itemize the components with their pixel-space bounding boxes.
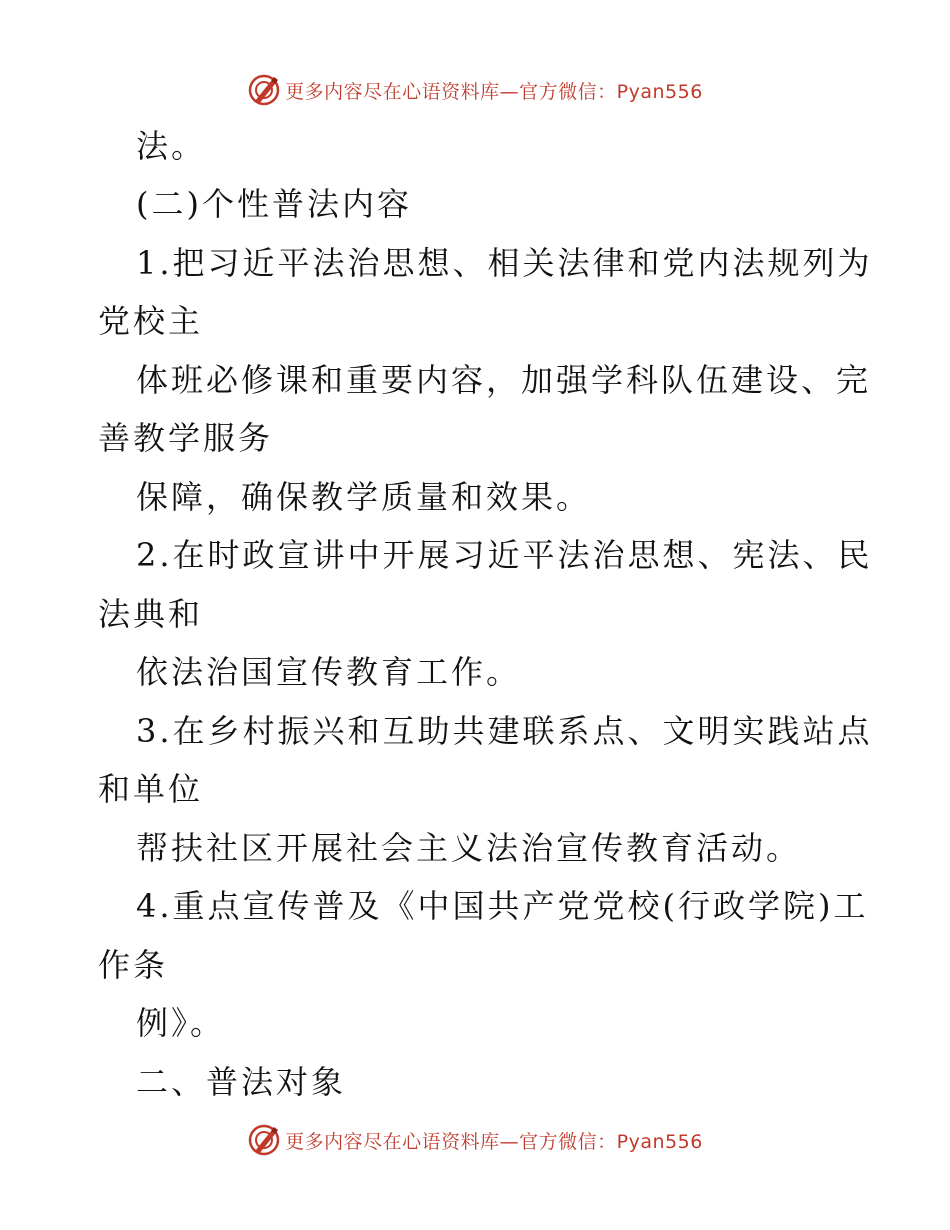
text-line: 依法治国宣传教育工作。 [136, 653, 522, 691]
text-line: 1.把习近平法治思想、相关法律和党内法规列为 [136, 244, 873, 282]
text-line: 党校主 [98, 302, 204, 340]
text-line: 体班必修课和重要内容，加强学科队伍建设、完 [136, 361, 872, 399]
section-heading: 二、普法对象 [136, 1063, 347, 1101]
text-line: 作条 [98, 946, 169, 984]
watermark-text: 更多内容尽在心语资料库—官方微信：Pyan556 [285, 1130, 703, 1153]
text-line: 4.重点宣传普及《中国共产党党校(行政学院)工 [136, 887, 869, 925]
text-line: 和单位 [98, 770, 204, 808]
watermark-text: 更多内容尽在心语资料库—官方微信：Pyan556 [285, 80, 703, 103]
text-line: 善教学服务 [98, 419, 274, 457]
text-line: 帮扶社区开展社会主义法治宣传教育活动。 [136, 829, 802, 867]
text-line: 法典和 [98, 595, 204, 633]
text-line: 3.在乡村振兴和互助共建联系点、文明实践站点 [136, 712, 873, 750]
text-line: 例》。 [136, 1004, 226, 1042]
text-line: 保障，确保教学质量和效果。 [136, 478, 592, 516]
pen-logo-icon [247, 1123, 281, 1157]
watermark-footer [0, 1122, 950, 1158]
text-line: 2.在时政宣讲中开展习近平法治思想、宪法、民 [136, 536, 873, 574]
text-line: 法。 [136, 127, 207, 165]
section-heading: (二)个性普法内容 [136, 185, 412, 223]
